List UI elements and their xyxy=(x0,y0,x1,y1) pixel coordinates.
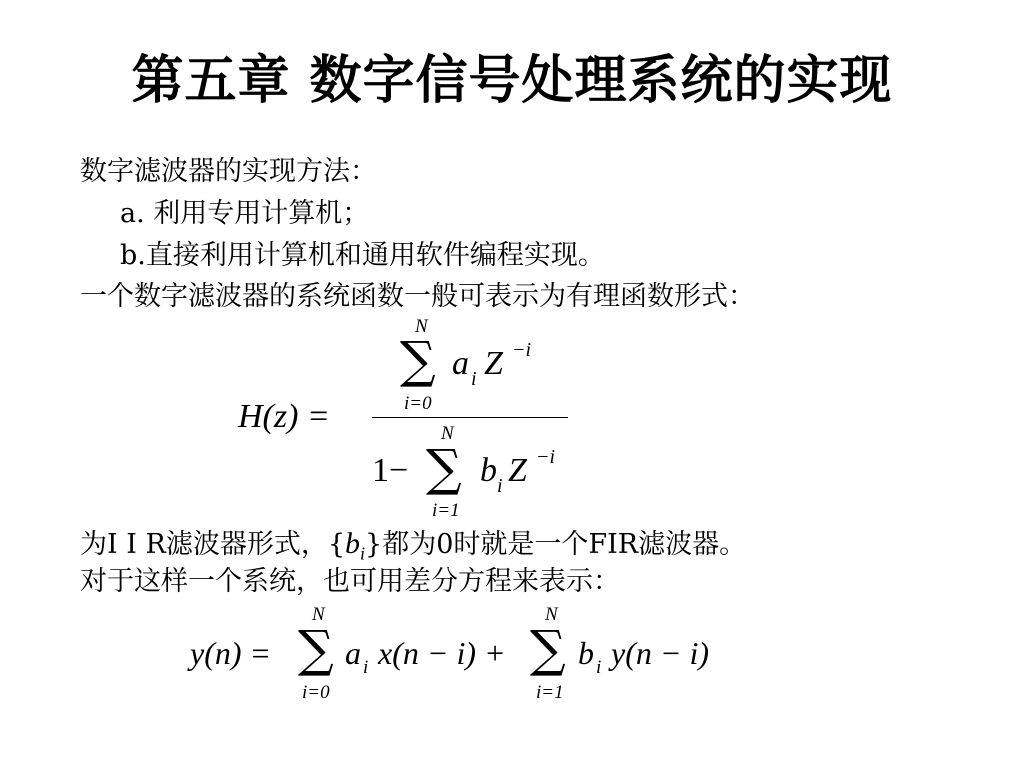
difference-equation-intro: 对于这样一个系统，也可用差分方程来表示： xyxy=(80,566,620,597)
formula2-term2-sub: i xyxy=(596,657,602,678)
formula1-num-lower-limit: i=0 xyxy=(404,393,432,414)
formula2-term2-body: y(n − i) xyxy=(611,635,709,671)
formula2-sum1-sigma: ∑ xyxy=(298,620,334,678)
formula1-den-prefix: 1− xyxy=(372,452,409,489)
formula2-term1-coef: a xyxy=(345,635,361,671)
method-b-text: b.直接利用计算机和通用软件编程实现。 xyxy=(120,240,605,271)
formula2-term1-body: x(n − i) + xyxy=(378,635,506,671)
formula1-den-sub: i xyxy=(497,475,503,497)
iir-fir-text xyxy=(80,528,746,569)
formula1-num-upper-limit: N xyxy=(415,316,428,337)
formula1-den-coef: b xyxy=(480,452,497,489)
intro-text: 数字滤波器的实现方法： xyxy=(80,156,377,187)
formula1-lhs: H(z) = xyxy=(238,398,330,435)
iir-fir-coef-subscript: i xyxy=(360,543,366,564)
formula1-den-sigma: ∑ xyxy=(426,439,462,497)
formula1-num-sigma: ∑ xyxy=(400,331,436,389)
iir-fir-text-after: }都为0时就是一个FIR滤波器。 xyxy=(365,529,747,560)
formula1-num-sub: i xyxy=(471,368,477,390)
system-function-intro: 一个数字滤波器的系统函数一般可表示为有理函数形式： xyxy=(80,281,755,312)
formula2-sum2-sigma: ∑ xyxy=(530,620,566,678)
formula1-fraction-bar xyxy=(372,417,568,418)
formula1-den-lower-limit: i=1 xyxy=(432,500,460,521)
formula2-term1-sub: i xyxy=(363,657,369,678)
formula2-sum1-lower-limit: i=0 xyxy=(302,682,330,703)
formula1-den-var: Z xyxy=(508,452,527,489)
iir-fir-text-before: 为I I R滤波器形式，{ xyxy=(80,529,346,560)
formula1-num-var: Z xyxy=(484,345,503,382)
formula2-sum1-upper-limit: N xyxy=(312,604,325,625)
formula1-den-exp: −i xyxy=(536,446,556,468)
slide-title: 第五章 数字信号处理系统的实现 xyxy=(131,50,893,111)
method-a-text: a. 利用专用计算机； xyxy=(120,198,370,229)
formula1-den-upper-limit: N xyxy=(441,423,454,444)
formula2-sum2-upper-limit: N xyxy=(545,604,558,625)
formula2-sum2-lower-limit: i=1 xyxy=(536,682,564,703)
formula2-lhs: y(n) = xyxy=(190,635,272,671)
formula1-num-exp: −i xyxy=(512,339,532,361)
formula1-num-coef: a xyxy=(452,345,469,382)
formula2-term2-coef: b xyxy=(578,635,594,671)
iir-fir-coef-symbol: b xyxy=(345,527,361,560)
